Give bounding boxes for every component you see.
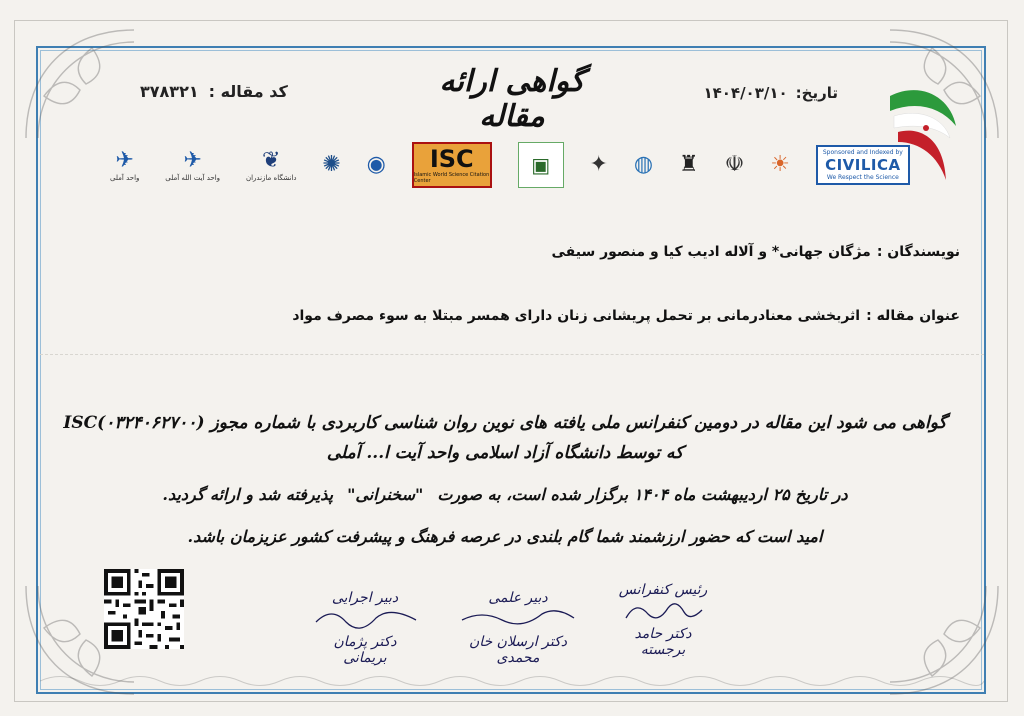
isc-logo [412,142,492,188]
azad-university-logo-icon-2: ✈ واحد آملی [110,148,140,182]
azad-caption-2: واحد آملی [110,174,140,182]
body-line-2c: پذیرفته شد و ارائه گردید. [162,485,334,504]
azad-university-logo-icon: ✈ واحد آیت الله آملی [165,148,221,182]
university-crest-icon: ♜ [678,152,699,177]
sponsor-logos-row [110,134,910,196]
civilica-tagline-bottom: We Respect the Science [826,174,899,181]
date-value: ۱۴۰۴/۰۳/۱۰ [703,84,788,102]
certificate-title: گواهی ارائه مقاله [439,64,585,134]
signature-name: دکتر پژمان بریمانی [333,634,397,666]
civilica-logo [816,145,910,185]
issue-date [703,84,838,102]
qr-code [104,569,184,649]
handwritten-signature-icon [458,600,578,640]
presentation-type: "سخنرانی" [347,485,424,504]
authors-row [551,244,960,260]
authors-label: نویسندگان : [876,244,960,260]
body-line-1: گواهی می شود این مقاله در دومین کنفرانس ملی یافته های نوین روان شناسی کاربردی با شماره مجوز ISC(۰۳۲۴۰۶۲۷۰۰) که توسط دانشگاه آزاد اسلامی واحد آیت ا... آملی [63,413,947,463]
date-label: تاریخ: [795,84,838,102]
civilica-tagline-top: Sponsored and Indexed by [822,149,903,156]
article-title-label: عنوان مقاله : [866,308,960,324]
corner-ornament-top-left [20,24,140,144]
article-code-value: ۳۷۸۳۲۱ [140,82,199,101]
article-title-value: اثربخشی معنادرمانی بر تحمل پریشانی زنان دارای همسر مبتلا به سوء مصرف مواد [292,308,861,324]
certificate-body [60,408,950,552]
article-code-label: کد مقاله : [208,82,288,101]
civilica-name: CIVILICA [825,156,901,174]
authors-value: مژگان جهانی* و آلاله ادیب کیا و منصور سیفی [551,244,871,260]
mazandaran-caption: دانشگاه مازندران [245,174,297,182]
body-line-2a: در تاریخ ۲۵ اردیبهشت ماه ۱۴۰۴ برگزار شده است، به صورت [437,485,848,504]
divider [40,354,984,355]
signature-role: رئیس کنفرانس [618,582,708,598]
handwritten-signature-icon [618,592,708,632]
signature-name: دکتر ارسلان خان محمدی [469,634,567,666]
isc-name: ISC [429,145,474,173]
azad-caption-1: واحد آیت الله آملی [165,174,221,182]
article-code [140,82,288,101]
mazandaran-logo-icon: ❦ دانشگاه مازندران [245,148,297,182]
signature-role: دبیر اجرایی [331,590,399,606]
signature-executive-secretary [310,590,420,666]
sunburst-logo-icon: ✺ [322,152,341,177]
isc-tagline: Islamic World Science Citation Center [413,172,490,184]
circle-emblem-icon: ◉ [366,152,386,177]
square-emblem-icon: ▣ [518,142,564,188]
handwritten-signature-icon [310,600,420,640]
article-title-row [292,308,960,324]
bottom-ornament-strip [40,672,984,690]
signature-name: دکتر حامد برجسته [634,626,692,658]
signature-scientific-secretary [458,590,578,666]
globe-logo-icon: ◍ [633,152,654,177]
eagle-logo-icon: ✦ [589,152,608,177]
signature-role: دبیر علمی [488,590,548,606]
signature-conference-chair [618,582,708,658]
body-line-3: امید است که حضور ارزشمند شما گام بلندی در عرصه فرهنگ و پیشرفت کشور عزیزمان باشد. [187,527,823,546]
iran-emblem-icon: ☫ [724,152,745,177]
body-line-2 [60,480,950,510]
sun-logo-icon: ☀ [770,152,790,177]
